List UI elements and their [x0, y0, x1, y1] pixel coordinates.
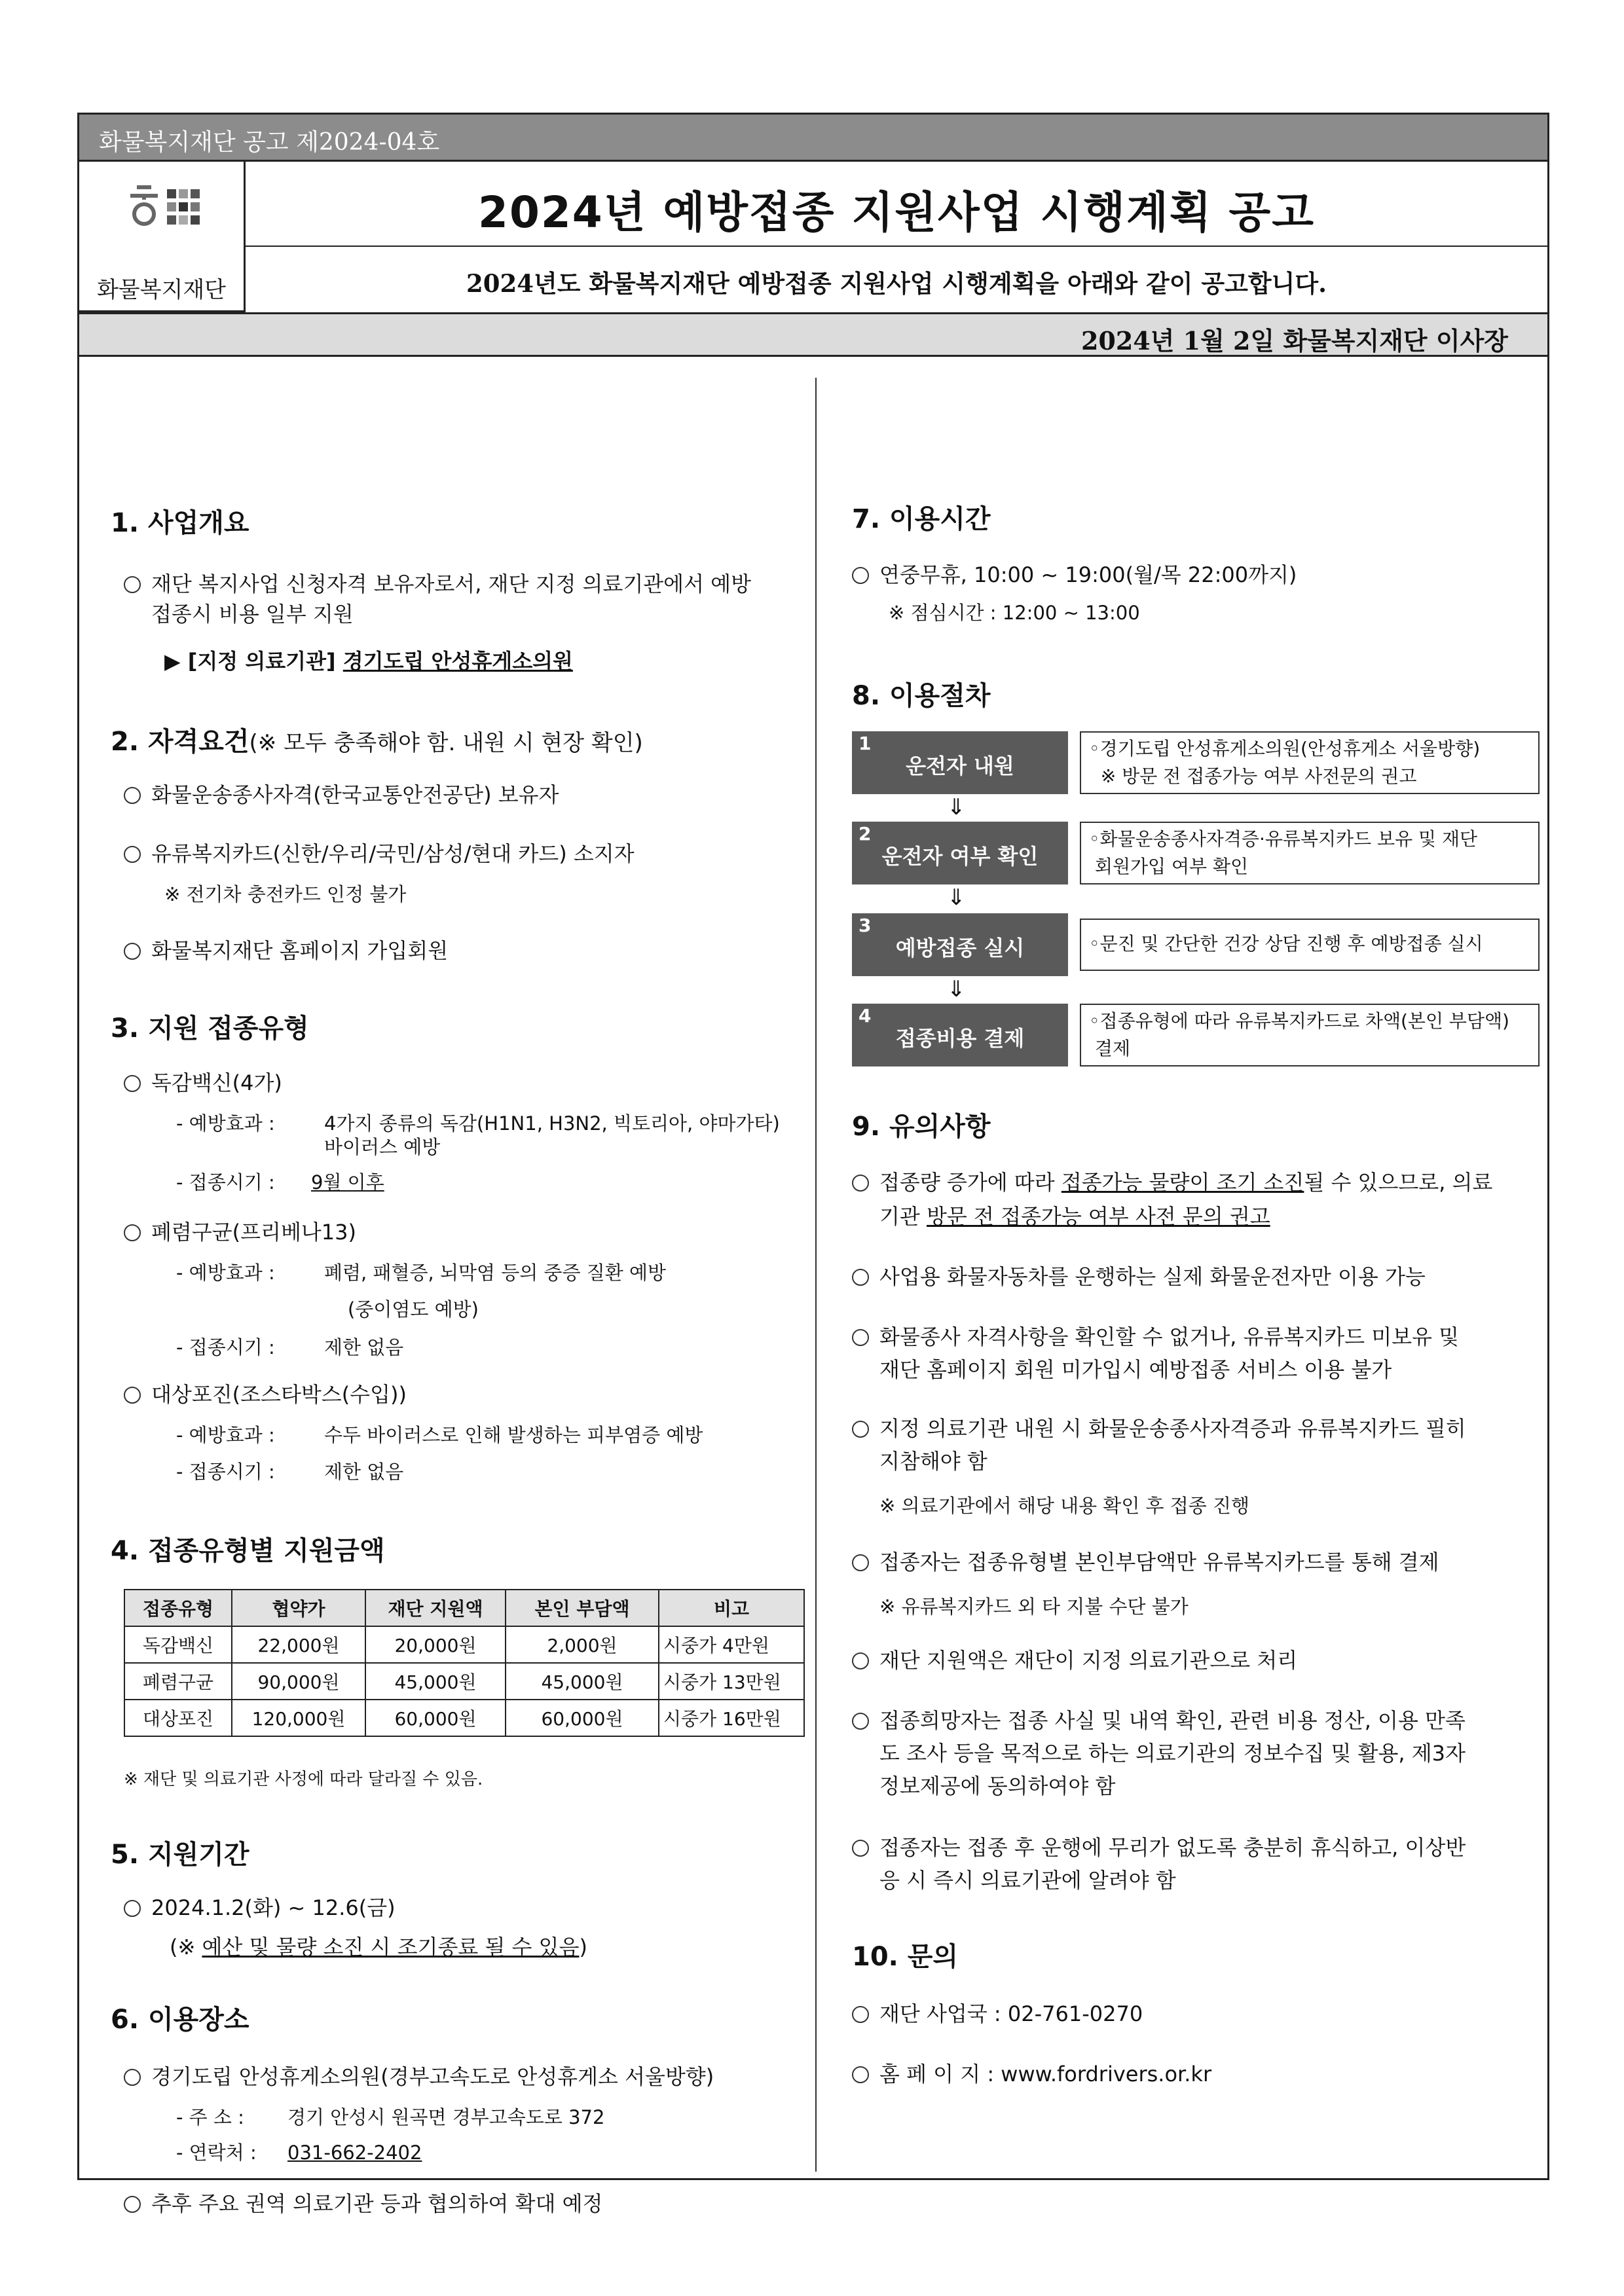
s7-hours: 연중무휴, 10:00 ~ 19:00(월/목 22:00까지) — [852, 558, 1297, 591]
s3-flu-effect-2: 바이러스 예방 — [324, 1136, 441, 1158]
step-3-desc — [1080, 919, 1540, 971]
table-header-cell: 접종유형 — [124, 1590, 232, 1626]
s9-note-6: 재단 지원액은 재단이 지정 의료기관으로 처리 — [852, 1644, 1297, 1677]
section-10-title: 10. 문의 — [852, 1942, 959, 1972]
step-1 — [852, 731, 1068, 794]
table-row — [124, 1626, 804, 1663]
s6-address: 경기 안성시 원곡면 경부고속도로 372 — [287, 2106, 605, 2128]
circle-bullet-icon — [124, 787, 141, 804]
s3-pneumo-period: 제한 없음 — [324, 1336, 404, 1358]
circle-bullet-icon — [852, 1840, 869, 1857]
s3-shingles: 대상포진(조스타박스(수입)) — [124, 1378, 407, 1411]
table-header-row — [124, 1590, 804, 1626]
circle-bullet-icon — [124, 846, 141, 863]
table-header-cell: 비고 — [659, 1590, 804, 1626]
table-cell: 2,000원 — [506, 1626, 659, 1663]
s1-designated: ▶ [지정 의료기관] 경기도립 안성휴게소의원 — [164, 649, 573, 674]
notice-number-bar — [79, 115, 1547, 162]
section-2-title: 2. 자격요건(※ 모두 충족해야 함. 내원 시 현장 확인) — [111, 727, 643, 757]
s3-pneumo-effect-label: - 예방효과 : — [176, 1262, 275, 1284]
s3-flu-effect-1: 4가지 종류의 독감(H1N1, H3N2, 빅토리아, 야마가타) — [324, 1112, 780, 1135]
table-cell: 90,000원 — [232, 1663, 365, 1700]
s9-note-2: 사업용 화물자동차를 운행하는 실제 화물운전자만 이용 가능 — [852, 1260, 1426, 1293]
s9-note-8-cont: 응 시 즉시 의료기관에 알려야 함 — [879, 1868, 1176, 1893]
s2-item-2-note: ※ 전기차 충전카드 인정 불가 — [164, 883, 407, 905]
circle-bullet-icon — [124, 1224, 141, 1241]
table-cell: 60,000원 — [506, 1700, 659, 1736]
s4-note: ※ 재단 및 의료기관 사정에 따라 달라질 수 있음. — [124, 1770, 483, 1789]
section-8-title: 8. 이용절차 — [852, 681, 991, 711]
column-divider — [815, 378, 817, 2172]
s3-shingles-effect-label: - 예방효과 : — [176, 1424, 275, 1446]
circle-bullet-icon — [124, 576, 141, 593]
step-2 — [852, 822, 1068, 884]
s2-item-2: 유류복지카드(신한/우리/국민/삼성/현대 카드) 소지자 — [124, 837, 635, 870]
s9-note-3: 화물종사 자격사항을 확인할 수 없거나, 유류복지카드 미보유 및 — [852, 1321, 1459, 1353]
section-3-title: 3. 지원 접종유형 — [111, 1013, 309, 1044]
circle-bullet-icon — [124, 1387, 141, 1404]
s9-note-3-cont: 재단 홈페이지 회원 미가입시 예방접종 서비스 이용 불가 — [879, 1357, 1392, 1382]
step-desc-line: ◦화물운송종사자격증·유류복지카드 보유 및 재단 — [1089, 828, 1478, 850]
s6-phone-label: - 연락처 : — [176, 2141, 257, 2164]
circle-bullet-icon — [852, 1652, 869, 1669]
step-desc-line: ◦접종유형에 따라 유류복지카드로 차액(본인 부담액) — [1089, 1010, 1509, 1032]
s6-place: 경기도립 안성휴게소의원(경부고속도로 안성휴게소 서울방향) — [124, 2060, 714, 2093]
s3-flu-period-label: - 접종시기 : — [176, 1171, 275, 1194]
table-cell: 45,000원 — [506, 1663, 659, 1700]
s9-note-8: 접종자는 접종 후 운행에 무리가 없도록 충분히 휴식하고, 이상반 — [852, 1831, 1466, 1864]
page-title: 2024년 예방접종 지원사업 시행계획 공고 — [478, 187, 1315, 238]
step-2-desc — [1080, 822, 1540, 884]
s3-flu-period: 9월 이후 — [311, 1171, 384, 1194]
step-number: 4 — [858, 1005, 872, 1027]
table-cell: 20,000원 — [365, 1626, 506, 1663]
down-arrow-icon: ⇓ — [947, 884, 966, 911]
step-number: 2 — [858, 823, 872, 845]
circle-bullet-icon — [124, 1900, 141, 1917]
notice-number: 화물복지재단 공고 제2024-04호 — [99, 129, 440, 156]
step-desc-line: 회원가입 여부 확인 — [1089, 856, 1249, 877]
section-7-title: 7. 이용시간 — [852, 504, 991, 534]
circle-bullet-icon — [852, 1713, 869, 1730]
circle-bullet-icon — [852, 1329, 869, 1346]
circle-bullet-icon — [852, 2066, 869, 2083]
date-row — [79, 312, 1547, 357]
s9-note-4: 지정 의료기관 내원 시 화물운송종사자격증과 유류복지카드 필히 — [852, 1412, 1466, 1445]
step-4-desc — [1080, 1004, 1540, 1066]
s3-shingles-period-label: - 접종시기 : — [176, 1461, 275, 1483]
support-amount-table — [124, 1589, 805, 1737]
s9-note-1: 접종량 증가에 따라 접종가능 물량이 조기 소진될 수 있으므로, 의료 — [852, 1166, 1492, 1199]
table-cell: 독감백신 — [124, 1626, 232, 1663]
s9-note-7: 접종희망자는 접종 사실 및 내역 확인, 관련 비용 정산, 이용 만족 — [852, 1704, 1466, 1737]
s1-item-cont: 접종시 비용 일부 지원 — [151, 602, 354, 627]
circle-bullet-icon — [852, 1175, 869, 1192]
s7-lunch: ※ 점심시간 : 12:00 ~ 13:00 — [889, 602, 1140, 624]
foundation-logo-icon — [125, 180, 204, 252]
title-row — [246, 162, 1547, 247]
s6-address-label: - 주 소 : — [176, 2106, 244, 2128]
circle-bullet-icon — [852, 1269, 869, 1286]
step-number: 1 — [858, 733, 872, 754]
s3-pneumo-effect-1: 폐렴, 패혈증, 뇌막염 등의 중증 질환 예방 — [324, 1262, 666, 1284]
logo-box — [79, 162, 246, 312]
table-cell: 시중가 13만원 — [659, 1663, 804, 1700]
s3-flu-effect-label: - 예방효과 : — [176, 1112, 275, 1135]
s3-pneumo-period-label: - 접종시기 : — [176, 1336, 275, 1358]
table-cell: 120,000원 — [232, 1700, 365, 1736]
circle-bullet-icon — [852, 1421, 869, 1438]
down-arrow-icon: ⇓ — [947, 794, 966, 820]
s9-note-5-sub: ※ 유류복지카드 외 타 지불 수단 불가 — [879, 1595, 1189, 1618]
step-label: 접종비용 결제 — [895, 1026, 1025, 1051]
table-header-cell: 본인 부담액 — [506, 1590, 659, 1626]
s9-note-7-cont-1: 도 조사 등을 목적으로 하는 의료기관의 정보수집 및 활용, 제3자 — [879, 1741, 1466, 1766]
table-cell: 22,000원 — [232, 1626, 365, 1663]
step-number: 3 — [858, 915, 872, 936]
table-cell: 시중가 16만원 — [659, 1700, 804, 1736]
section-4-title: 4. 접종유형별 지원금액 — [111, 1536, 385, 1566]
table-row — [124, 1700, 804, 1736]
section-6-title: 6. 이용장소 — [111, 2005, 249, 2035]
s3-pneumo-effect-2: (중이염도 예방) — [348, 1298, 479, 1321]
table-cell: 시중가 4만원 — [659, 1626, 804, 1663]
s3-pneumo: 폐렴구균(프리베나13) — [124, 1216, 356, 1248]
table-cell: 60,000원 — [365, 1700, 506, 1736]
s10-website: 홈 페 이 지 : www.fordrivers.or.kr — [852, 2058, 1211, 2090]
down-arrow-icon: ⇓ — [947, 976, 966, 1002]
circle-bullet-icon — [124, 1075, 141, 1092]
s10-phone: 재단 사업국 : 02-761-0270 — [852, 1997, 1143, 2030]
s5-note: (※ 예산 및 물량 소진 시 조기종료 될 수 있음) — [170, 1935, 587, 1959]
s5-period: 2024.1.2(화) ~ 12.6(금) — [124, 1891, 396, 1924]
circle-bullet-icon — [124, 2069, 141, 2086]
s9-note-5: 접종자는 접종유형별 본인부담액만 유류복지카드를 통해 결제 — [852, 1546, 1439, 1578]
step-3 — [852, 913, 1068, 976]
circle-bullet-icon — [124, 2196, 141, 2213]
section-5-title: 5. 지원기간 — [111, 1840, 249, 1870]
s3-shingles-effect: 수두 바이러스로 인해 발생하는 피부염증 예방 — [324, 1424, 703, 1446]
step-desc-line: ◦경기도립 안성휴게소의원(안성휴게소 서울방향) — [1089, 738, 1481, 759]
notice-frame — [77, 113, 1549, 2216]
step-desc-line: 결제 — [1089, 1038, 1130, 1059]
intro-row — [246, 247, 1547, 312]
step-label: 운전자 내원 — [906, 754, 1014, 778]
circle-bullet-icon — [124, 943, 141, 960]
step-label: 운전자 여부 확인 — [881, 844, 1039, 869]
circle-bullet-icon — [852, 567, 869, 584]
table-row — [124, 1663, 804, 1700]
s9-note-4-sub: ※ 의료기관에서 해당 내용 확인 후 접종 진행 — [879, 1495, 1250, 1517]
s1-item: 재단 복지사업 신청자격 보유자로서, 재단 지정 의료기관에서 예방 — [124, 568, 751, 600]
step-desc-line: ※ 방문 전 접종가능 여부 사전문의 권고 — [1089, 765, 1417, 787]
table-cell: 폐렴구균 — [124, 1663, 232, 1700]
s3-shingles-period: 제한 없음 — [324, 1461, 404, 1483]
circle-bullet-icon — [852, 2006, 869, 2023]
table-cell: 45,000원 — [365, 1663, 506, 1700]
table-cell: 대상포진 — [124, 1700, 232, 1736]
s9-note-4-cont: 지참해야 함 — [879, 1449, 987, 1474]
logo-org-name: 화물복지재단 — [96, 277, 227, 303]
s6-phone: 031-662-2402 — [287, 2141, 422, 2164]
step-4 — [852, 1004, 1068, 1066]
table-header-cell: 협약가 — [232, 1590, 365, 1626]
s2-item-3: 화물복지재단 홈페이지 가입회원 — [124, 934, 448, 967]
table-header-cell: 재단 지원액 — [365, 1590, 506, 1626]
date-signature: 2024년 1월 2일 화물복지재단 이사장 — [1080, 326, 1508, 355]
step-label: 예방접종 실시 — [895, 936, 1025, 960]
step-desc-line: ◦문진 및 간단한 건강 상담 진행 후 예방접종 실시 — [1089, 933, 1483, 955]
s9-note-7-cont-2: 정보제공에 동의하여야 함 — [879, 1774, 1116, 1798]
step-1-desc — [1080, 731, 1540, 794]
s2-item-1: 화물운송종사자격(한국교통안전공단) 보유자 — [124, 778, 559, 811]
s3-flu: 독감백신(4가) — [124, 1066, 282, 1099]
section-9-title: 9. 유의사항 — [852, 1112, 991, 1142]
intro-text: 2024년도 화물복지재단 예방접종 지원사업 시행계획을 아래와 같이 공고합니다. — [466, 269, 1327, 298]
s6-expand: 추후 주요 권역 의료기관 등과 협의하여 확대 예정 — [124, 2187, 602, 2220]
section-1-title: 1. 사업개요 — [111, 508, 249, 538]
s9-note-1-cont: 기관 방문 전 접종가능 여부 사전 문의 권고 — [879, 1204, 1270, 1229]
circle-bullet-icon — [852, 1554, 869, 1571]
